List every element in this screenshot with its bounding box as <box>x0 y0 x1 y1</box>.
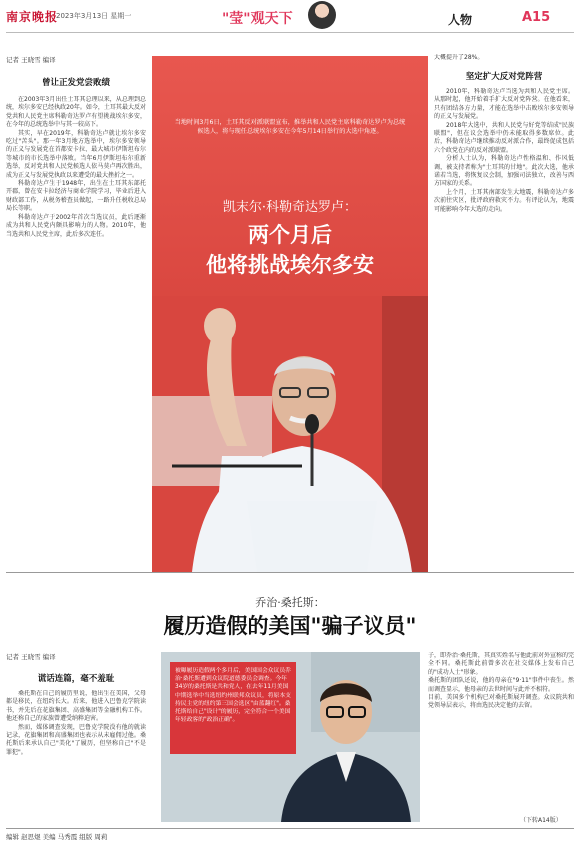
feature-title-line: 他将挑战埃尔多安 <box>206 252 374 277</box>
paragraph: 桑托斯的团队还说，他的母亲在"9·11"事件中丧生。然而调查显示，他母亲的去世时间与此并不相符。 <box>428 677 574 693</box>
feature-title <box>152 220 428 280</box>
article-lead-right: 大概提升了28%。 <box>434 54 484 61</box>
paragraph: 子，即乔治·桑托斯，其真实姓名与他此前对外宣称的完全不同。桑托斯此前曾多次在社交媒体上发布自己的"成功人士"形象。 <box>428 652 574 676</box>
kilicdaroglu-photo <box>152 296 428 572</box>
feature-block <box>152 56 428 572</box>
column-title: "莹"观天下 <box>222 11 293 27</box>
article-body-left-bottom <box>6 690 146 822</box>
section-divider <box>6 572 574 573</box>
article2-kicker: 乔治·桑托斯： <box>255 596 325 609</box>
paragraph: 然而，媒体调查发现，巴鲁克学院没有他的就读记录，花旗集团和高盛集团也表示从未雇佣过他。桑托斯后来承认自己"美化"了履历，但坚称自己"不是罪犯"。 <box>6 723 146 756</box>
article2-title: 履历造假的美国"骗子议员" <box>163 613 417 638</box>
heading-right-top: 坚定扩大反对党阵营 <box>465 72 543 82</box>
paragraph: 其实，早在2019年，科勒奇达卢就让埃尔多安吃过"苦头"。那一年3月地方选举中，埃尔多安领导的正义与发展党在首都安卡拉、最大城市伊斯坦布尔等城市的市长选举中落败。当年6月伊斯坦布尔重新选举，反对党共和人民党候选人依马莫卢再次胜出，成为正义与发展党执政以来遭受的最大挫折之一。 <box>6 129 146 179</box>
section-name: 人物 <box>448 13 473 27</box>
article-body-right-bottom <box>428 652 574 810</box>
paragraph: 目前，美国多个机构已对桑托斯展开调查。众议院共和党领导层表示，将由选民决定他的去留。 <box>428 694 574 710</box>
issue-date: 2023年3月13日 星期一 <box>56 12 132 20</box>
columnist-avatar <box>308 1 336 29</box>
heading-left-bottom: 谎话连篇，毫不羞耻 <box>37 674 115 684</box>
feature-kicker: 凯末尔·科勒奇达罗卢： <box>222 200 358 215</box>
paragraph: 在2003年3月出任土耳其总理以来，从总理到总统，埃尔多安已经执政20年。如今，土耳其最大反对党共和人民党主席科勒奇达罗卢有望挑战埃尔多安，在今年的总统选举中与其一较高下。 <box>6 96 146 129</box>
continued-note: （下转A14版） <box>520 817 562 824</box>
paper-name: 南京晚报 <box>6 10 59 24</box>
heading-left-top: 曾让正发党尝败绩 <box>41 78 110 88</box>
paragraph: 上个月，土耳其南部发生大地震，科勒奇达卢多次前往灾区，批评政府救灾不力。有评论认为，地震可能影响今年大选的走向。 <box>434 188 574 213</box>
feature-title-line: 两个月后 <box>248 222 332 247</box>
paragraph: 科勒奇达卢于2002年首次当选议员，此后逐渐成为共和人民党内颇具影响力的人物。2010年，他当选共和人民党主席，此后多次连任。 <box>6 213 146 238</box>
byline-left-top: 记者 王晓雪 编译 <box>6 56 56 64</box>
masthead <box>0 0 580 30</box>
paragraph: 科勒奇达卢生于1948年，出生在土耳其东部托开郡，曾在安卡拉经济与商业学院学习，毕业后进入财政部工作，从税务稽查员做起，一路升任税收总局局长等职。 <box>6 180 146 213</box>
byline-left-bottom: 记者 王晓雪 编译 <box>6 653 56 661</box>
paragraph: 2018年大选中，共和人民党与好党等结成"民族联盟"，但在议会选举中仍未能取得多数席位。此后，科勒奇达卢继续推动反对派合作，最终促成包括六个政党在内的反对派联盟。 <box>434 121 574 154</box>
paragraph: 分析人士认为，科勒奇达卢性格温和、作风低调，被支持者称为"土耳其的甘地"。此次大选，他承诺若当选，将恢复议会制，加强司法独立，改善与西方国家的关系。 <box>434 155 574 188</box>
article-body-right-top <box>434 88 574 568</box>
article-body-left-top <box>6 96 146 566</box>
page-number: A15 <box>522 10 551 25</box>
paragraph: 2010年，科勒奇达卢当选为共和人民党主席。从那时起，他开始着手扩大反对党阵营。在他看来，只有团结各方力量，才能在选举中击败埃尔多安领导的正义与发展党。 <box>434 88 574 121</box>
footer-divider <box>6 828 574 829</box>
feature-intro: 当地时间3月6日，土耳其反对派联盟宣布，推举共和人民党主席科勒奇达罗卢为总统候选人，将与现任总统埃尔多安在今年5月14日举行的大选中角逐。 <box>174 119 406 135</box>
top-divider <box>6 32 574 33</box>
editor-credits: 编辑 赵思煜 美编 马秀霞 组版 周莉 <box>6 833 108 841</box>
photo-caption: 被曝履历造假两个多月后，美国国会众议员乔治·桑托斯遭到众议院道德委员会调查。今年34岁的桑托斯是共和党人，在去年11月美国中期选举中当选纽约州联邦众议员，将原本支持民主党的纽约第三国会选区"由蓝翻红"。桑托斯给自己"设计"的履历，完全符合一个美国年轻政客的"政治正确"。 <box>170 662 296 754</box>
paragraph: 桑托斯在自己的履历里说，他出生在美国，父母都是移民，在纽约长大。后来，他进入巴鲁克学院读书，并先后在花旗集团、高盛集团等金融机构工作。他还称自己的家族曾遭受纳粹迫害。 <box>6 690 146 723</box>
